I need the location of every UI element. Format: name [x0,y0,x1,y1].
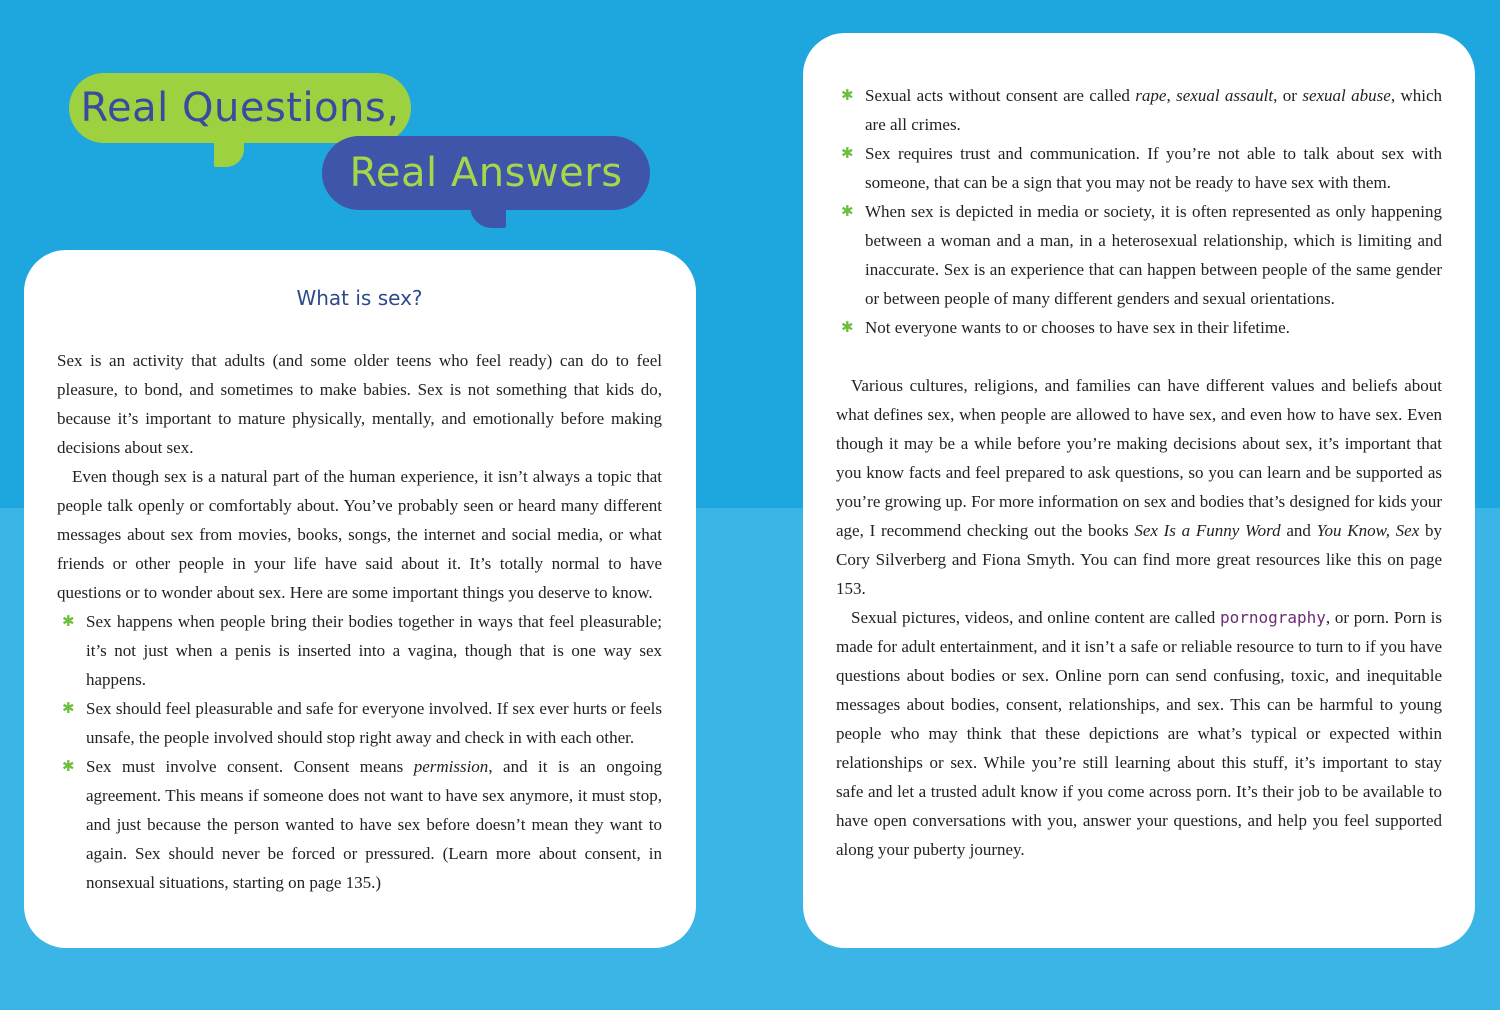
bullet-star-icon: ✱ [62,612,75,630]
list-item-text-c: , or [1273,86,1303,105]
list-item-text: Sex requires trust and communication. If you’re not able to talk about sex with someone, that can be a sign that you may not be ready to have sex with them. [865,144,1442,192]
list-item-text-b: , and it is an ongoing agreement. This means if someone does not want to have sex anymore, it must stop, and just because the person wanted to have sex before doesn’t mean they want to again. Sex should never be forced or pressured. (Learn more about consent, in nonsexual situations, starting on page 135.) [86,757,662,892]
list-item-text-a: Sexual acts without consent are called [865,86,1136,105]
list-item [836,139,1442,197]
book-title-emphasis: You Know, Sex [1316,521,1420,540]
list-item [57,694,662,752]
paragraph-intro: Sex is an activity that adults (and some older teens who feel ready) can do to feel pleasure, to bond, and sometimes to make babies. Sex is not something that kids do, because it’s important to mature physically, mentally, and emotionally before making decisions about sex. [57,351,662,457]
bullet-star-icon: ✱ [841,144,854,162]
header-line-2: Real Answers [349,150,623,196]
list-item-text-d: , which are all crimes. [865,86,1443,134]
paragraph-text-a: Various cultures, religions, and families can have different values and beliefs about what defines sex, when people are allowed to have sex, and even how to have sex. Even though it may be a while before you’re making decisions about sex, it’s important that you know facts and feel prepared to ask questions, so you can learn and be supported as you’re growing up. For more information on sex and bodies that’s designed for kids your age, I recommend checking out the books [836,376,1442,540]
list-item-emphasis: permission [413,757,489,776]
bullet-list-right [836,81,1442,342]
book-title-emphasis: Sex Is a Funny Word [1134,521,1281,540]
list-item-emphasis: rape [1135,86,1167,105]
bullet-list-left [57,607,662,897]
list-item-text-a: Sex must involve consent. Consent means [86,757,414,776]
list-item [836,197,1442,313]
paragraph-text-c: by Cory Silverberg and Fiona Smyth. You can find more great resources like this on page 153. [836,521,1443,598]
list-item-text: Sex should feel pleasurable and safe for everyone involved. If sex ever hurts or feels unsafe, the people involved should stop right away and check in with each other. [86,699,662,747]
paragraph-pornography [836,603,1442,864]
list-item-text: Sex happens when people bring their bodies together in ways that feel pleasurable; it’s not just when a penis is inserted into a vagina, though that is one way sex happens. [86,612,662,689]
list-item-text-b: , [1166,86,1177,105]
list-item [57,752,662,897]
bullet-star-icon: ✱ [62,699,75,717]
bullet-star-icon: ✱ [841,86,854,104]
bullet-star-icon: ✱ [841,202,854,220]
speech-bubble-real-questions [69,73,411,143]
list-item-emphasis: sexual assault [1176,86,1274,105]
paragraph-spacer [836,342,1442,371]
left-content-card [24,250,696,948]
paragraph-cultures [836,371,1442,603]
glossary-term: pornography [1219,608,1326,627]
card-title: What is sex? [296,286,423,310]
list-item-text: When sex is depicted in media or society, it is often represented as only happening between a woman and a man, in a heterosexual relationship, which is limiting and inaccurate. Sex is an experience that can happen between people of the same gender or between people of many different genders and sexual orientations. [865,202,1442,308]
paragraph-messages: Even though sex is a natural part of the human experience, it isn’t always a topic that people talk openly or comfortably about. You’ve probably seen or heard many different messages about sex from movies, books, songs, the internet and social media, or what friends or other people in your life have said about it. It’s totally normal to have questions or to wonder about sex. Here are some important things you deserve to know. [57,467,662,602]
header-line-1: Real Questions, [80,85,400,131]
speech-bubble-real-answers [322,136,650,210]
right-content-card [803,33,1475,948]
paragraph-text-b: , or porn. Porn is made for adult entertainment, and it isn’t a safe or reliable resource to turn to if you have questions about bodies or sex. Online porn can send confusing, toxic, and inequitable messages about bodies, consent, relationships, and sex. This can be harmful to young people who may think that these depictions are what’s typical or expected within relationships or sex. While you’re still learning about this stuff, it’s important to stay safe and let a trusted adult know if you come across porn. It’s their job to be available to have open conversations with you, answer your questions, and help you feel supported along your puberty journey. [836,608,1442,859]
list-item-emphasis: sexual abuse [1302,86,1391,105]
list-item-text: Not everyone wants to or chooses to have sex in their lifetime. [865,318,1290,337]
paragraph-text-a: Sexual pictures, videos, and online content are called [851,608,1220,627]
paragraph-text-b: and [1280,521,1317,540]
list-item [836,313,1442,342]
bullet-star-icon: ✱ [841,318,854,336]
list-item [836,81,1442,139]
bullet-star-icon: ✱ [62,757,75,775]
list-item [57,607,662,694]
